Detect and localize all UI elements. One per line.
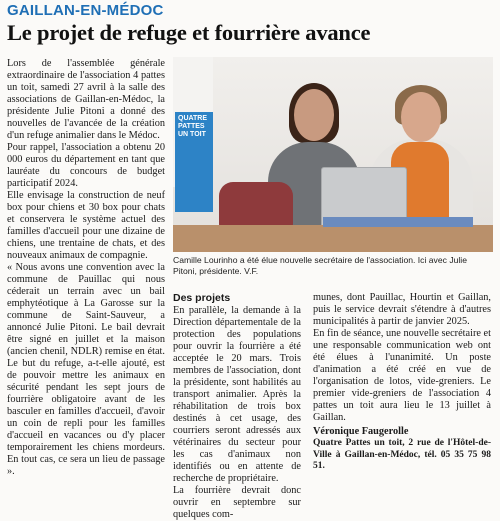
paragraph: munes, dont Pauillac, Hourtin et Gaillan, puis le service devrait s'étendre à d'autres municipalités à partir de janvier 2025. [313,292,491,327]
contact-info: Quatre Pattes un toit, 2 rue de l'Hôtel-de-Ville à Gaillan-en-Médoc, tél. 05 35 75 98 51. [313,438,491,471]
photo-caption: Camille Lourinho a été élue nouvelle secrétaire de l'association. Ici avec Julie Pitoni, présidente. V.F. [173,255,467,276]
paragraph: Pour rappel, l'association a obtenu 20 000 euros du département en tant que lauréate du concours de budget participatif 2024. [7,142,165,189]
article-column-1 [7,58,165,478]
section-kicker: GAILLAN-EN-MÉDOC [7,2,164,19]
author-signature: Véronique Faugerolle [313,426,409,437]
paragraph: La fourrière devrait donc ouvrir en septembre sur quelques com- [173,485,301,520]
person-face [401,92,441,142]
headline: Le projet de refuge et fourrière avance [7,20,371,45]
article-column-2 [173,292,301,521]
article-photo [173,57,493,252]
photo-poster: QUATRE PATTES UN TOIT [175,112,213,212]
papers [323,217,473,227]
paragraph: Lors de l'assemblée générale extraordinaire de l'association 4 pattes un toit, samedi 27 avril à la salle des associations de Gaillan-en-Médoc, la présidente Julie Pitoni a donné des nouvelles de l'avancée de la création d'un refuge animalier dans le Médoc. [7,58,165,141]
paragraph: « Nous avons une convention avec la commune de Pauillac qui nous céderait un terrain avec un bail emphytéotique à La Garosse sur la commune de Saint-Sauveur, a annoncé Julie Pitoni. Le bail devrait être signé en juillet et la maison (ancien chenil, NDLR) remise en état. Le but du refuge, a-t-elle ajouté, est de pouvoir mettre les animaux en sécurité pendant les sept jours de fourrière obligatoire avant de les basculer en familles d'accueil, d'avoir un coin de repli pour les familles d'accueil en vacances ou d'y placer temporairement les chiens mordeurs. En tout cas, ce sera un lieu de passage ». [7,262,165,477]
person-face [294,89,334,141]
handbag [219,182,293,230]
table [173,225,493,252]
subheading: Des projets [173,292,231,304]
paragraph: En parallèle, la demande à la Direction départementale de la protection des populations pour ouvrir la fourrière a été acceptée le 20 mars. Trois membres de l'association, dont la présidente, sont habilités au transport animalier. Après la réhabilitation de trois box destinés à cet usage, des courriers seront adressés aux vétérinaires du secteur pour les cas d'animaux non identifiés ou en attente de recherche de propriétaire. [173,305,301,484]
paragraph: Elle envisage la construction de neuf box pour chiens et 30 box pour chats et conservera le système actuel des familles d'accueil pour une dizaine de chiens, une trentaine de chats, et des nouveaux animaux de compagnie. [7,190,165,261]
article-column-3 [313,292,491,473]
paragraph: En fin de séance, une nouvelle secrétaire et une responsable communication web ont été élues à l'unanimité. Un poste d'animation a été créé en vue de l'organisation de lotos, vide-greniers. Le premier vide-greniers de l'association 4 pattes un toit aura lieu le 13 juillet à Gaillan. [313,328,491,423]
